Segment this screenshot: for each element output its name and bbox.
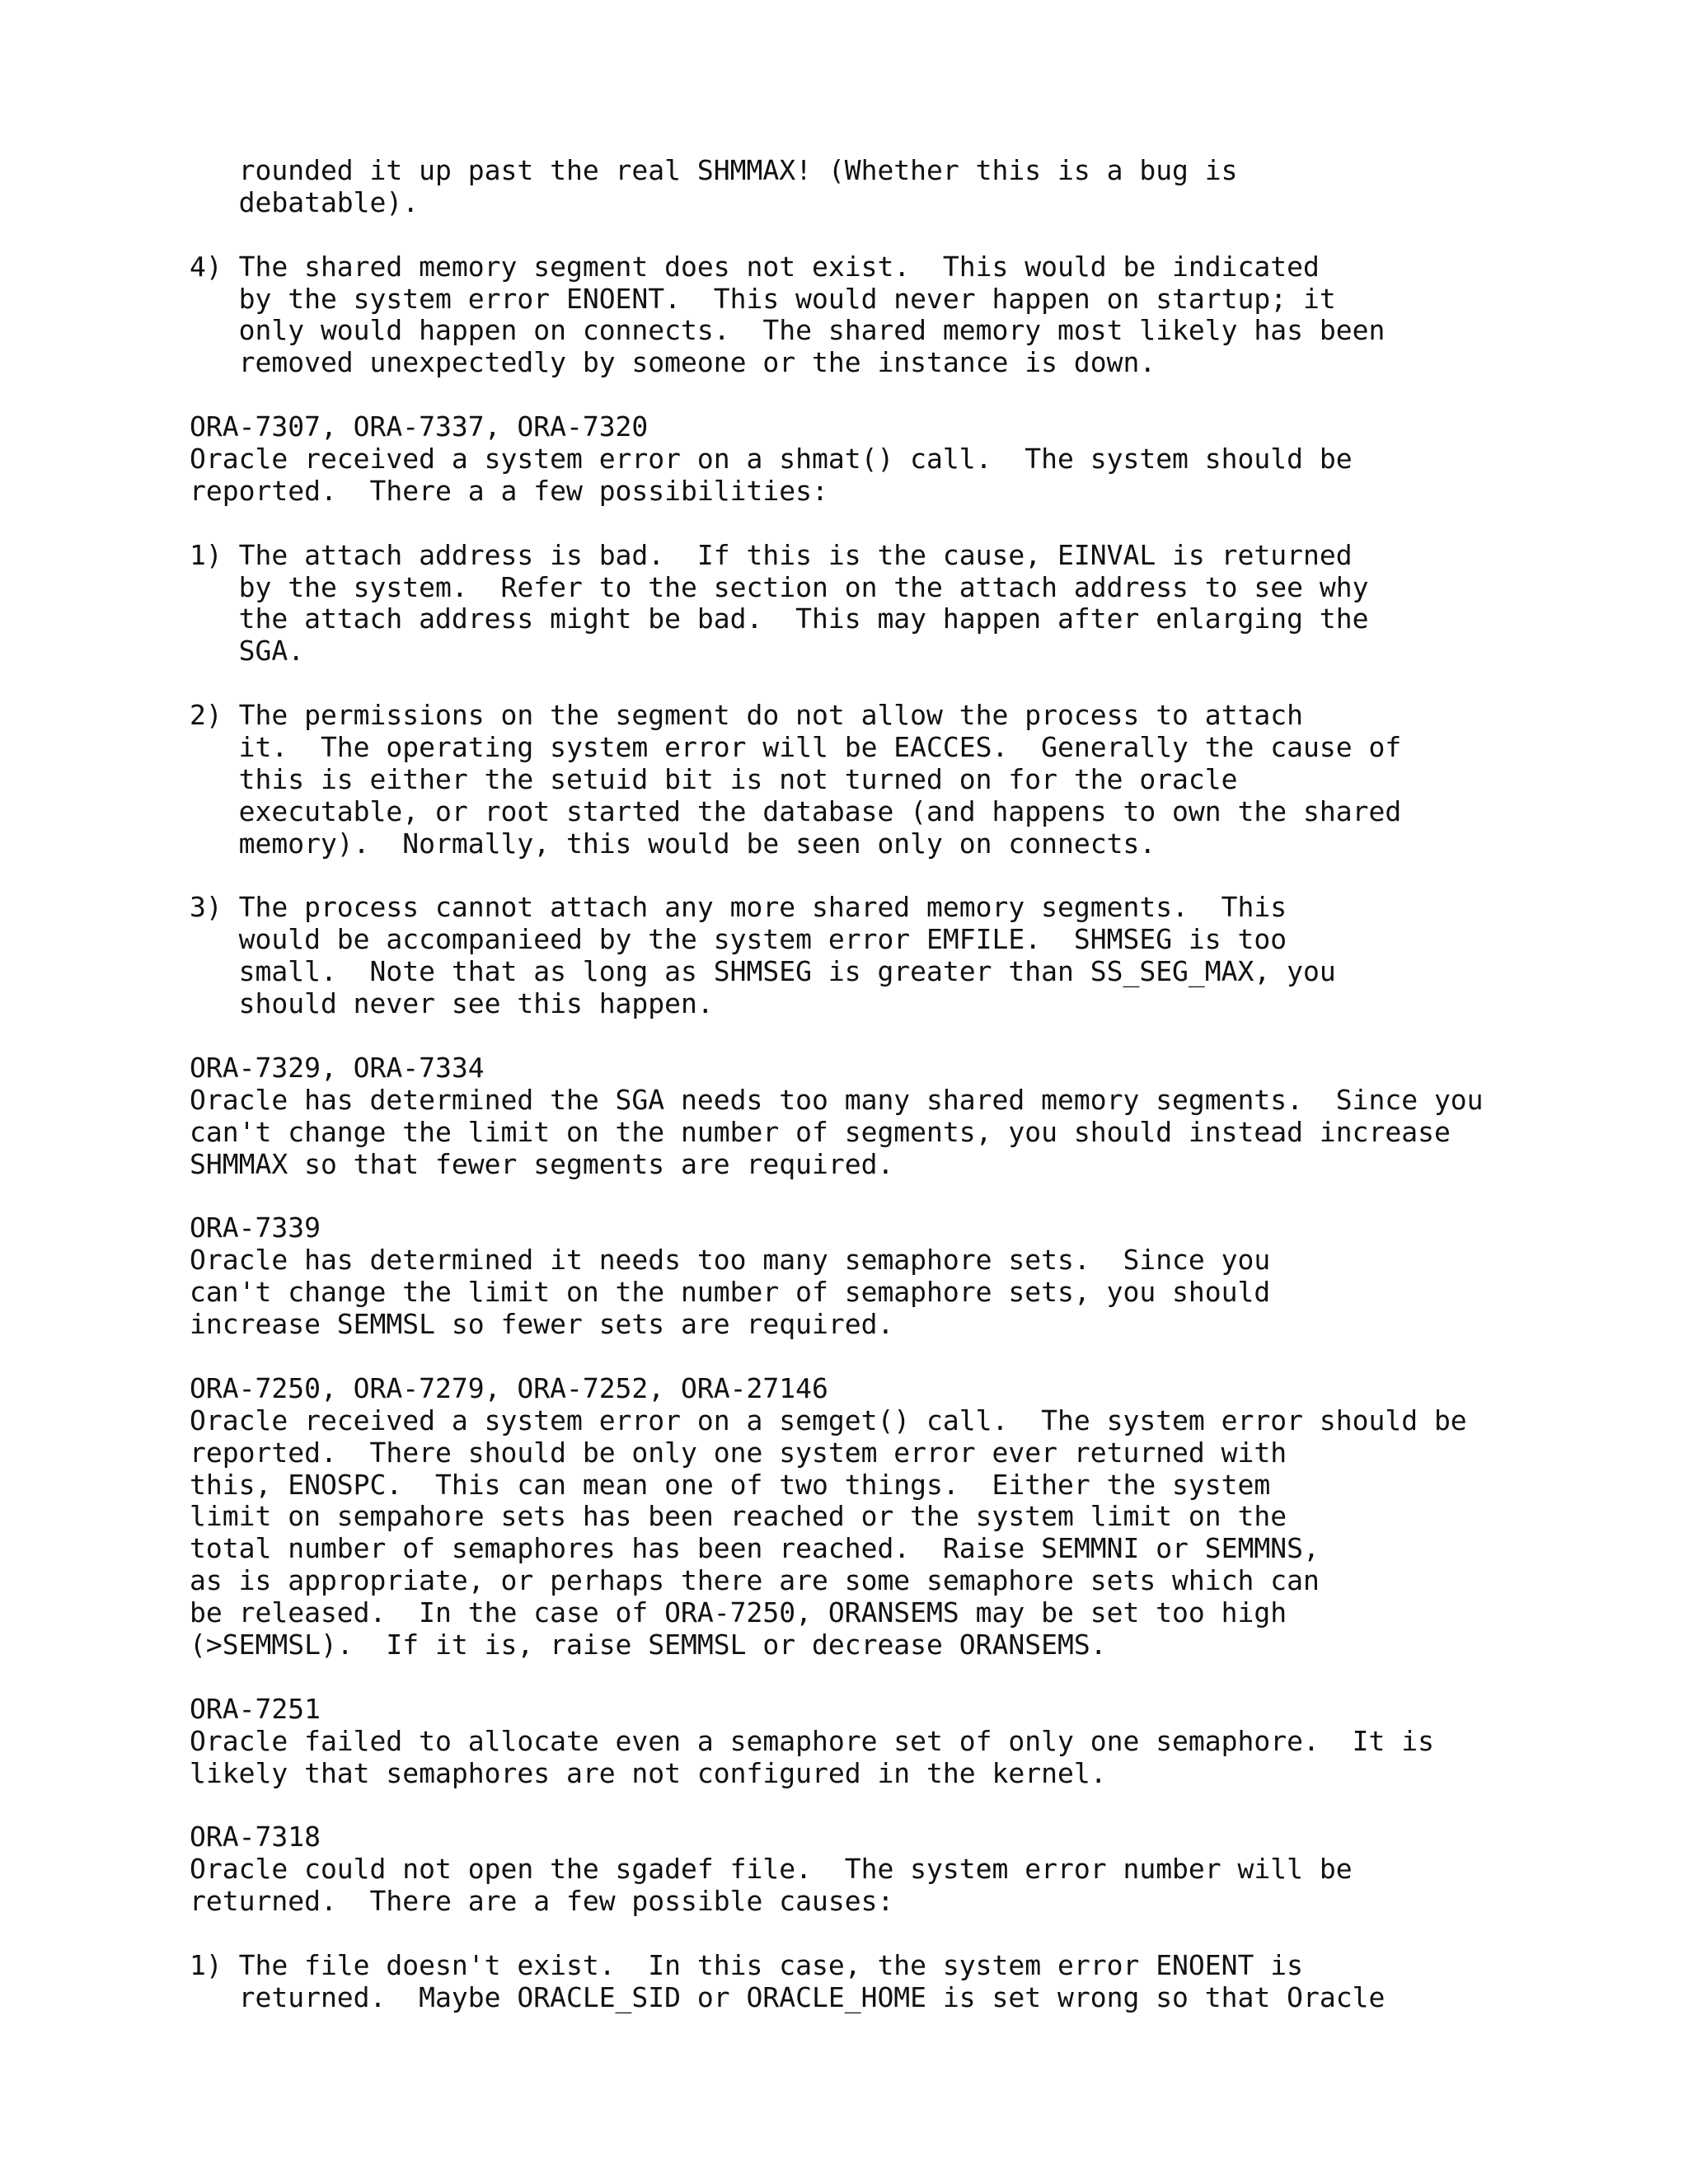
text-line: (>SEMMSL). If it is, raise SEMMSL or decrease ORANSEMS. (190, 1628, 1107, 1661)
blank-line (190, 1020, 1657, 1052)
text-line: should never see this happen. (190, 987, 714, 1020)
text-line: executable, or root started the database (and happens to own the shared (190, 794, 1402, 827)
text-line: this is either the setuid bit is not turned on for the oracle (190, 762, 1238, 795)
text-line: can't change the limit on the number of semaphore sets, you should (190, 1276, 1271, 1309)
text-line: can't change the limit on the number of segments, you should instead increase (190, 1115, 1451, 1148)
text-line: be released. In the case of ORA-7250, ORANSEMS may be set too high (190, 1596, 1287, 1629)
text-line: increase SEMMSL so fewer sets are required. (190, 1308, 894, 1341)
blank-line (190, 379, 1657, 411)
section-heading: ORA-7329, ORA-7334 (190, 1051, 485, 1084)
text-line: reported. There should be only one system error ever returned with (190, 1436, 1287, 1469)
text-line: as is appropriate, or perhaps there are some semaphore sets which can (190, 1564, 1320, 1597)
blank-line (190, 508, 1657, 540)
blank-line (190, 1789, 1657, 1821)
text-line: Oracle failed to allocate even a semaphore set of only one semaphore. It is (190, 1724, 1434, 1757)
section-heading: ORA-7318 (190, 1821, 321, 1854)
text-line: limit on sempahore sets has been reached or the system limit on the (190, 1500, 1287, 1533)
text-line: 4) The shared memory segment does not exist. This would be indicated (190, 250, 1320, 283)
text-line: SHMMAX so that fewer segments are required. (190, 1147, 894, 1180)
text-line: small. Note that as long as SHMSEG is greater than SS_SEG_MAX, you (190, 955, 1336, 988)
section-heading: ORA-7251 (190, 1692, 321, 1725)
text-line: 1) The attach address is bad. If this is the cause, EINVAL is returned (190, 538, 1353, 571)
blank-line (190, 1918, 1657, 1950)
text-line: Oracle received a system error on a semget() call. The system error should be (190, 1404, 1467, 1436)
blank-line (190, 668, 1657, 700)
text-line: only would happen on connects. The shared memory most likely has been (190, 314, 1386, 347)
text-line: 2) The permissions on the segment do not allow the process to attach (190, 699, 1304, 732)
text-line: rounded it up past the real SHMMAX! (Whether this is a bug is (190, 154, 1238, 186)
text-line: likely that semaphores are not configured in the kernel. (190, 1756, 1107, 1789)
blank-line (190, 1181, 1657, 1213)
text-line: SGA. (190, 635, 305, 668)
blank-line (190, 1341, 1657, 1373)
text-line: Oracle received a system error on a shmat() call. The system should be (190, 443, 1353, 476)
text-line: by the system. Refer to the section on the attach address to see why (190, 570, 1369, 603)
text-line: returned. There are a few possible causes: (190, 1885, 894, 1918)
text-line: debatable). (190, 185, 420, 218)
text-line: 1) The file doesn't exist. In this case, the system error ENOENT is (190, 1948, 1304, 1981)
text-line: it. The operating system error will be EACCES. Generally the cause of (190, 731, 1402, 764)
text-line: memory). Normally, this would be seen only on connects. (190, 827, 1156, 860)
text-line: would be accompanieed by the system error EMFILE. SHMSEG is too (190, 923, 1287, 956)
text-line: returned. Maybe ORACLE_SID or ORACLE_HOME is set wrong so that Oracle (190, 1980, 1386, 2013)
text-line: Oracle could not open the sgadef file. The system error number will be (190, 1853, 1353, 1886)
text-line: Oracle has determined the SGA needs too many shared memory segments. Since you (190, 1083, 1484, 1116)
text-line: total number of semaphores has been reached. Raise SEMMNI or SEMMNS, (190, 1532, 1320, 1565)
text-line: the attach address might be bad. This may happen after enlarging the (190, 602, 1369, 635)
blank-line (190, 860, 1657, 893)
section-heading: ORA-7307, ORA-7337, ORA-7320 (190, 410, 649, 443)
text-line: reported. There a a few possibilities: (190, 474, 828, 507)
blank-line (190, 1661, 1657, 1694)
text-line: removed unexpectedly by someone or the instance is down. (190, 346, 1156, 379)
blank-line (190, 219, 1657, 251)
text-line: this, ENOSPC. This can mean one of two things. Either the system (190, 1468, 1271, 1501)
section-heading: ORA-7339 (190, 1212, 321, 1244)
document-body (190, 155, 1657, 2014)
text-line: 3) The process cannot attach any more shared memory segments. This (190, 891, 1287, 924)
section-heading: ORA-7250, ORA-7279, ORA-7252, ORA-27146 (190, 1371, 828, 1404)
text-line: Oracle has determined it needs too many semaphore sets. Since you (190, 1244, 1271, 1277)
text-line: by the system error ENOENT. This would never happen on startup; it (190, 282, 1336, 315)
